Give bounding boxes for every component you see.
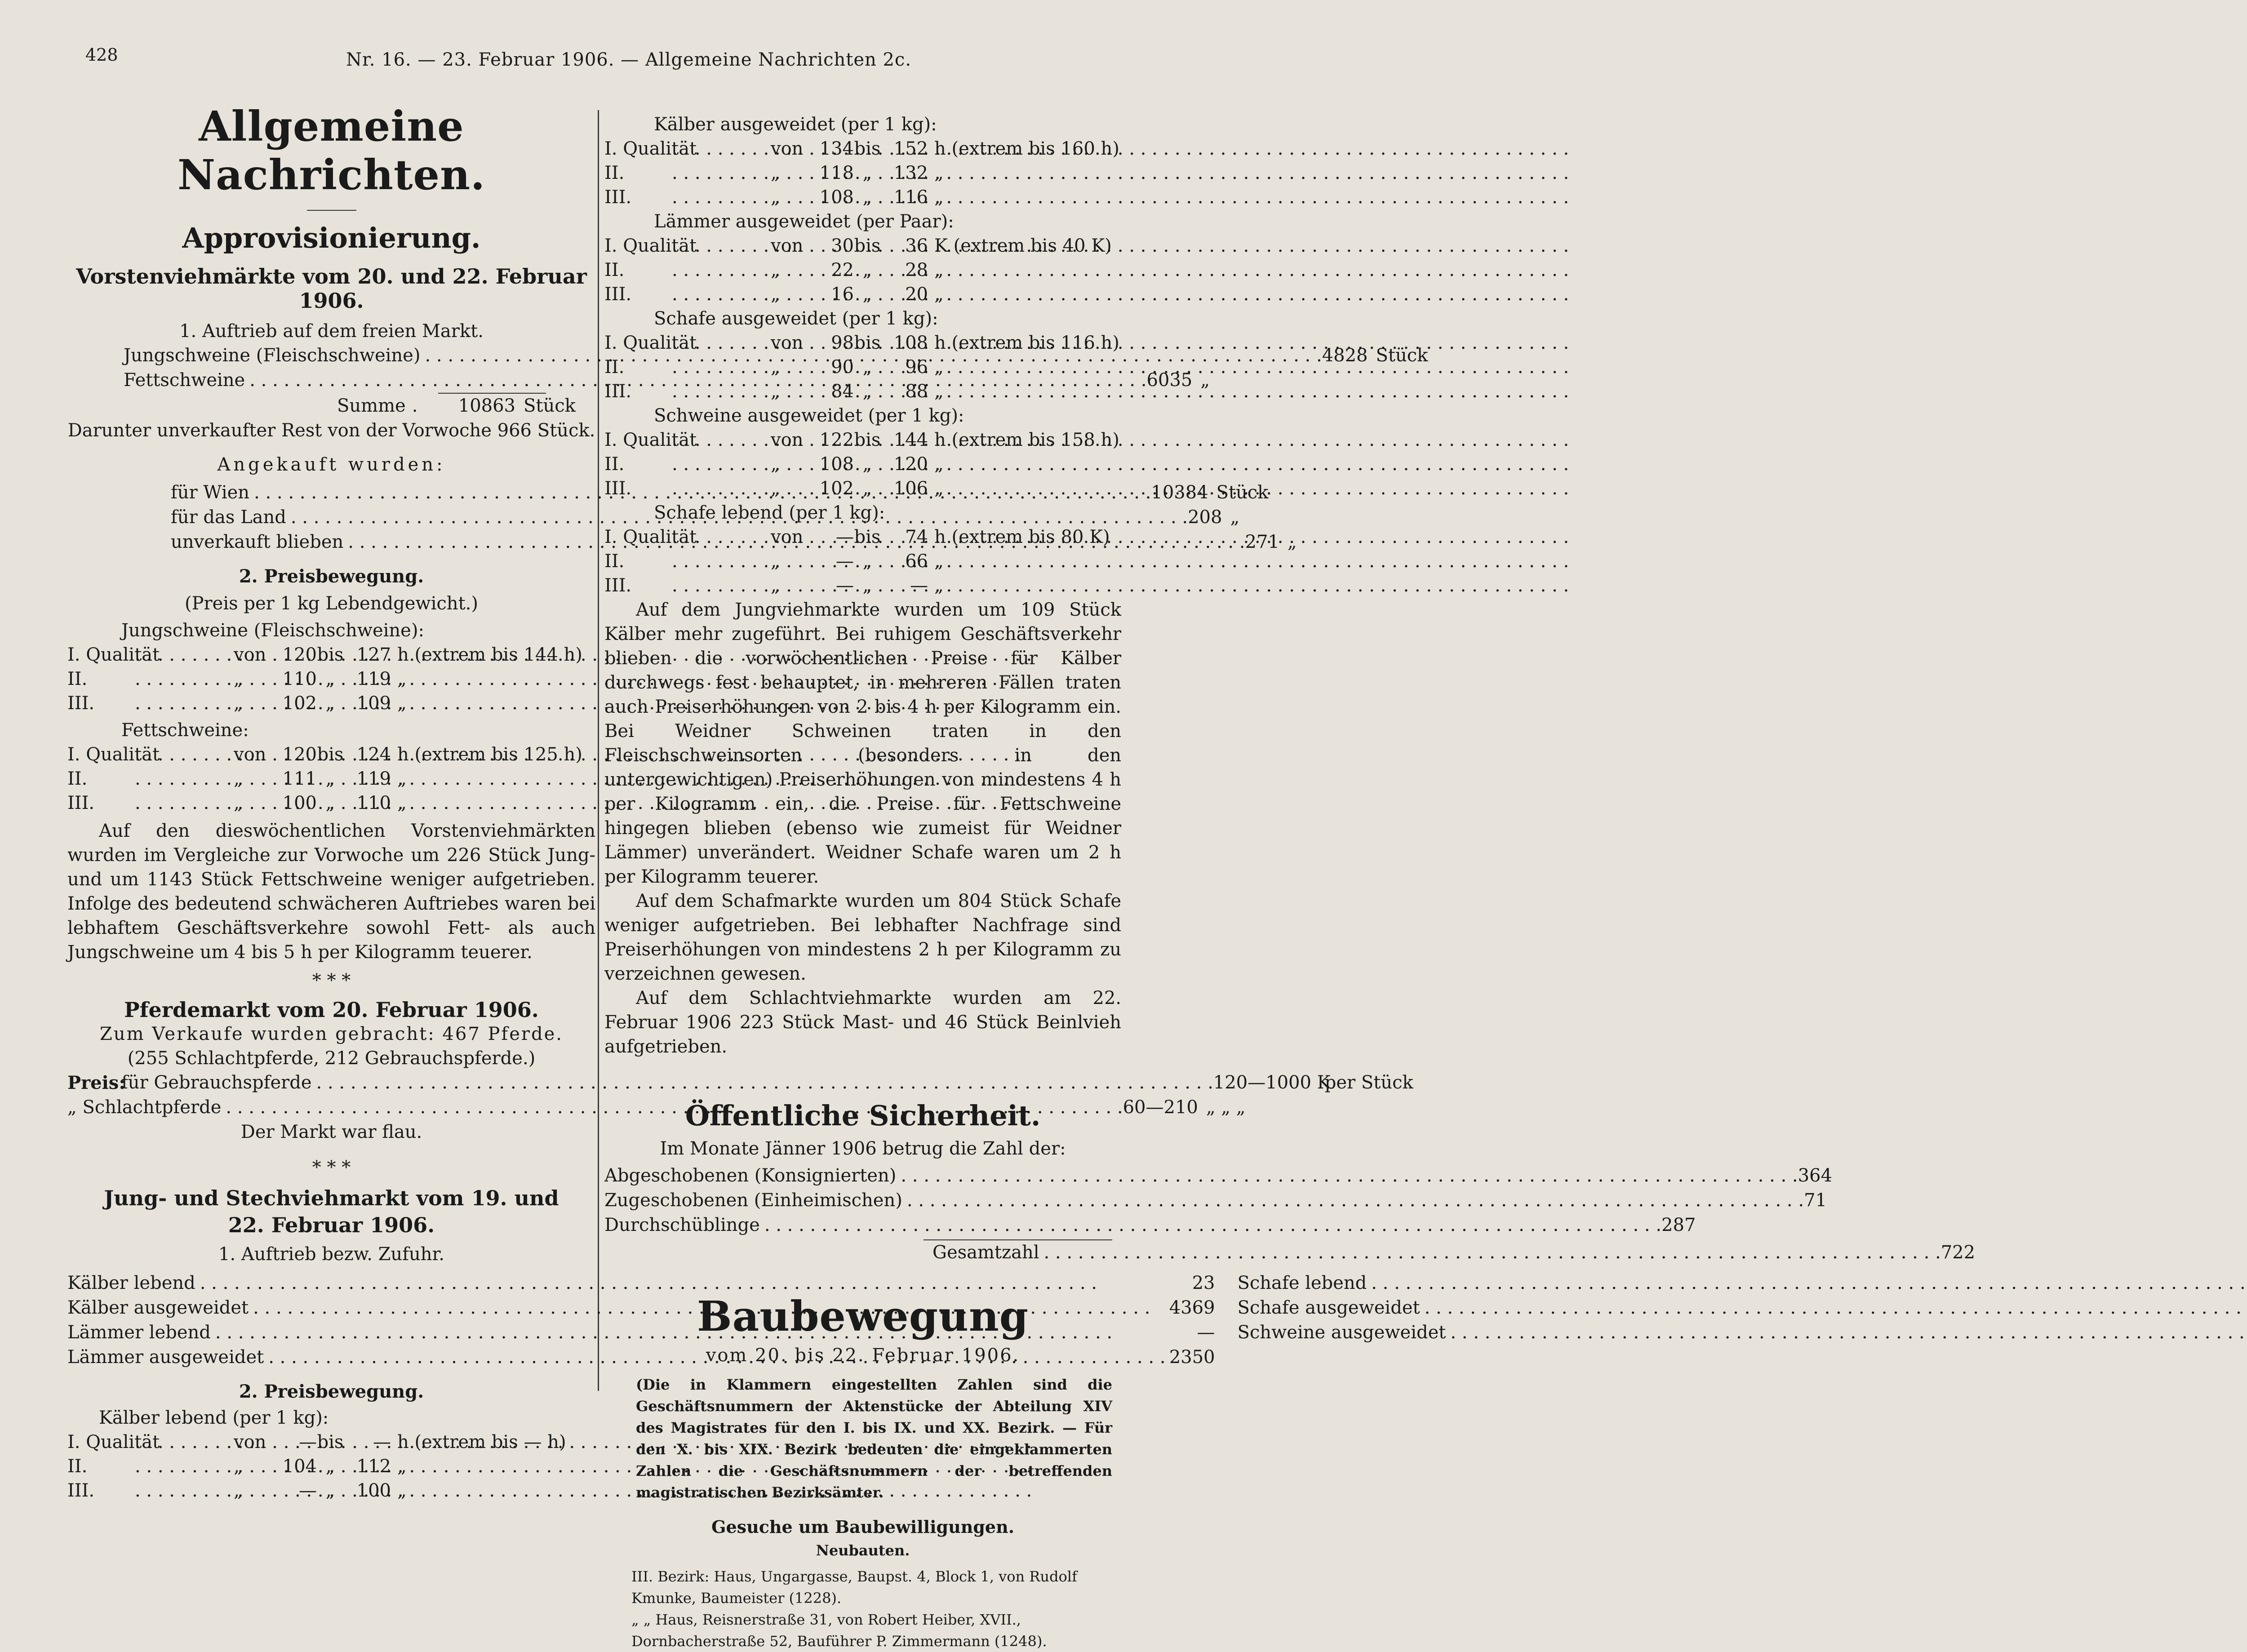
price-low: 134 (819, 138, 854, 159)
von: von (234, 744, 266, 765)
bis: „ (325, 1456, 335, 1477)
angekauft-title: Angekauft wurden: (217, 454, 446, 475)
quality: I. Qualität (604, 430, 697, 450)
preis-label: Preis: (67, 1072, 126, 1093)
stech-title: Jung- und Stechviehmarkt vom 19. und 22. Februar 1906. (104, 1186, 559, 1237)
price-row (604, 137, 1121, 161)
price-tail: h (extrem bis 116 h) (934, 333, 1119, 353)
von: „ (771, 163, 780, 183)
main-title: Allgemeine Nachrichten. (178, 102, 485, 199)
price-low: 102 (282, 693, 317, 714)
bis: „ (862, 381, 872, 402)
bis: „ (862, 163, 872, 183)
fett-title: Fettschweine: (121, 720, 249, 741)
bau-note: (Die in Klammern eingestellten Zahlen sind die Geschäftsnummern der Aktenstücke der Abteilung XIV des Magistrates für den I. bis IX. und XX. Bezirk. — Für den X. bis XIX. Bezirk bedeuten die eingeklammerten Zahlen die Geschäftsnummern der betreffenden magistratischen Bezirksämter. (636, 1376, 1112, 1501)
price-tail: „ (934, 357, 944, 377)
price-high: 119 (356, 768, 391, 789)
list-item: III. Bezirk: Haus, Ungargasse, Baupst. 4, Block 1, von Rudolf Kmunke, Baumeister (1228). (631, 1568, 1077, 1607)
price-high: 119 (356, 669, 391, 689)
price-low: 108 (819, 454, 854, 475)
bis: bis (317, 644, 344, 665)
item-label: Schafe lebend (1237, 1273, 1367, 1293)
item-unit: Stück (1216, 482, 1269, 503)
bis: bis (854, 527, 881, 547)
price-high: 108 (893, 333, 928, 353)
price-high: 124 (356, 744, 391, 765)
vorsten-title: Vorstenviehmärkte vom 20. und 22. Februar 1906. (76, 264, 587, 313)
quality: II. (67, 669, 88, 689)
vorsten-sub2: 2. Preisbewegung. (239, 566, 424, 587)
section-title-approvisionierung: Approvisionierung. (182, 222, 481, 254)
quality: II. (67, 768, 88, 789)
item-label: Abgeschobenen (Konsignierten) (604, 1165, 897, 1186)
list-item (604, 1213, 1696, 1238)
price-tail: h (extrem bis 160 h) (934, 138, 1119, 159)
vorsten-paragraph: Auf den dieswöchentlichen Vorstenviehmärkten wurden im Vergleiche zur Vorwoche um 226 Stück Jung- und um 1143 Stück Fettschweine weniger aufgetrieben. Infolge des bedeutend schwächeren Auftriebes waren bei lebhaftem Geschäftsverkehre sowohl Fett- als auch Jungschweine um 4 bis 5 h per Kilogramm teuerer. (67, 821, 595, 963)
stech-sub2: 2. Preisbewegung. (239, 1381, 424, 1402)
price-row (67, 742, 595, 767)
price-low: 120 (282, 644, 317, 665)
stech-paragraph-3: Auf dem Schlachtviehmarkte wurden am 22. Februar 1906 223 Stück Mast- und 46 Stück Beinlvieh aufgetrieben. (604, 988, 1121, 1057)
price-low: — (299, 1432, 317, 1452)
preis-note: (Preis per 1 kg Lebendgewicht.) (185, 593, 478, 614)
item-value: 4369 (1169, 1297, 1215, 1318)
item-unit: per Stück (1324, 1072, 1413, 1093)
item-label: Jungschweine (Fleischschweine) (124, 345, 421, 366)
vorsten-sub1: 1. Auftrieb auf dem freien Markt. (179, 321, 484, 342)
price-row (604, 573, 1121, 598)
quality: III. (604, 575, 632, 596)
bis: bis (854, 235, 881, 256)
bis: bis (854, 138, 881, 159)
price-row (604, 452, 1121, 476)
von: von (771, 430, 804, 450)
price-tail: h (extrem bis 80 K) (934, 527, 1110, 547)
price-tail: „ (397, 793, 407, 813)
item-value: 4828 (1322, 345, 1368, 366)
pferde-line1: Zum Verkaufe wurden gebracht: 467 Pferde. (100, 1024, 563, 1044)
price-low: — (836, 575, 854, 596)
item-value: — (1197, 1322, 1215, 1343)
bis: „ (862, 187, 872, 208)
item-value: 2350 (1169, 1347, 1215, 1368)
item-value: 208 (1188, 507, 1222, 528)
price-tail: „ (934, 163, 944, 183)
group-title: Schweine ausgeweidet (per 1 kg): (654, 405, 964, 426)
price-tail: „ (934, 551, 944, 572)
von: „ (234, 669, 243, 689)
sicherheit-list (604, 1164, 1976, 1265)
price-high: 88 (905, 381, 928, 402)
price-table-laemmer (604, 234, 1121, 306)
quality: I. Qualität (604, 527, 697, 547)
item-label: Kälber ausgeweidet (67, 1297, 249, 1318)
von: „ (771, 454, 780, 475)
item-value: 10384 (1151, 482, 1208, 503)
price-high: 109 (356, 693, 391, 714)
price-low: 120 (282, 744, 317, 765)
bis: „ (325, 793, 335, 813)
quality: II. (604, 260, 625, 280)
item-label: Schafe ausgeweidet (1237, 1297, 1420, 1318)
quality: II. (67, 1456, 88, 1477)
section-stars: * * * (312, 970, 351, 991)
quality: III. (67, 1480, 95, 1501)
price-row (604, 234, 1121, 258)
total-value: 722 (1941, 1242, 1976, 1263)
price-row (604, 525, 1121, 549)
price-tail: „ (397, 1480, 407, 1501)
von: „ (771, 357, 780, 377)
price-high: 152 (893, 138, 928, 159)
bis: „ (862, 551, 872, 572)
bis: bis (317, 744, 344, 765)
list-item (604, 1164, 1832, 1188)
group-title: Lämmer ausgeweidet (per Paar): (654, 211, 954, 232)
von: „ (771, 260, 780, 280)
stech-sub1: 1. Auftrieb bezw. Zufuhr. (218, 1244, 444, 1265)
quality: III. (604, 284, 632, 305)
quality: II. (604, 551, 625, 572)
price-row (67, 791, 595, 815)
price-high: 110 (356, 793, 391, 813)
von: „ (234, 693, 243, 714)
price-row (604, 355, 1121, 379)
quality: III. (604, 187, 632, 208)
jung-title: Jungschweine (Fleischschweine): (121, 620, 424, 641)
item-value: 287 (1661, 1215, 1696, 1235)
price-high: 112 (356, 1456, 391, 1477)
price-row (604, 549, 1121, 573)
zufuhr-right (1237, 1271, 2247, 1370)
list-item (1237, 1271, 2247, 1296)
von: „ (771, 551, 780, 572)
group-title: Kälber lebend (per 1 kg): (99, 1408, 329, 1428)
von: „ (771, 284, 780, 305)
von: „ (771, 187, 780, 208)
price-tail: h (extrem bis — h) (397, 1432, 566, 1452)
stech-paragraph-2: Auf dem Schafmarkte wurden um 804 Stück Schafe weniger aufgetrieben. Bei lebhafter Nachfrage sind Preiserhöhungen von mindestens 2 h per Kilogramm zu verzeichnen gewesen. (604, 891, 1121, 984)
price-low: — (836, 551, 854, 572)
quality: II. (604, 163, 625, 183)
item-label: für Gebrauchspferde (121, 1072, 312, 1093)
item-label: Schweine ausgeweidet (1237, 1322, 1446, 1343)
price-tail: „ (397, 693, 407, 714)
price-low: 98 (831, 333, 854, 353)
list-item (1237, 1320, 2247, 1345)
price-high: — (373, 1432, 391, 1452)
price-high: 96 (905, 357, 928, 377)
price-table-kaelber-ausgeweidet (604, 137, 1121, 209)
bis: „ (862, 357, 872, 377)
price-high: 100 (356, 1480, 391, 1501)
price-tail: „ (397, 1456, 407, 1477)
quality: I. Qualität (604, 333, 697, 353)
item-unit: „ (1230, 507, 1240, 528)
von: von (234, 1432, 266, 1452)
item-label: für Wien (171, 482, 250, 503)
price-high: 66 (905, 551, 928, 572)
rest-text: Darunter unverkaufter Rest von der Vorwoche 966 Stück. (67, 420, 595, 441)
price-tail: „ (934, 260, 944, 280)
item-label: Durchschüblinge (604, 1215, 760, 1235)
bau-subtitle: vom 20. bis 22. Februar 1906. (706, 1345, 1020, 1366)
item-unit: Stück (1376, 345, 1428, 366)
list-item: „ „ Haus, Reisnerstraße 31, von Robert Heiber, XVII., Dornbacherstraße 52, Bauführer P. Zimmermann (1248). (631, 1611, 1047, 1650)
page-number: 428 (85, 45, 118, 65)
quality: III. (604, 381, 632, 402)
price-row (604, 258, 1121, 282)
price-tail: h (extrem bis 158 h) (934, 430, 1119, 450)
section-stars: * * * (312, 1157, 351, 1178)
bau-neubauten: Neubauten. (816, 1542, 910, 1559)
quality: I. Qualität (67, 1432, 160, 1452)
item-value: 271 (1245, 532, 1279, 552)
pferde-line2: (255 Schlachtpferde, 212 Gebrauchspferde.) (127, 1048, 536, 1069)
quality: II. (604, 357, 625, 377)
price-high: 127 (356, 644, 391, 665)
item-label: für das Land (171, 507, 286, 528)
pferde-title: Pferdemarkt vom 20. Februar 1906. (124, 998, 539, 1022)
item-value: 23 (1192, 1273, 1215, 1293)
price-row (67, 1454, 595, 1479)
sicherheit-intro: Im Monate Jänner 1906 betrug die Zahl der: (660, 1138, 1066, 1159)
price-table-schweine-ausgeweidet (604, 428, 1121, 501)
pferde-flau: Der Markt war flau. (240, 1122, 422, 1142)
bau-title: Baubewegung (697, 1292, 1029, 1341)
bis: „ (862, 575, 872, 596)
list-item (604, 1188, 1827, 1213)
group-title: Kälber ausgeweidet (per 1 kg): (654, 114, 937, 135)
price-low: 108 (819, 187, 854, 208)
price-low: 110 (282, 669, 317, 689)
price-high: 116 (893, 187, 928, 208)
item-value: 60—210 (1123, 1097, 1198, 1118)
bis: bis (854, 333, 881, 353)
item-unit: „ (1200, 370, 1210, 391)
sicherheit-title: Öffentliche Sicherheit. (685, 1099, 1041, 1132)
price-tail: K (extrem bis 40 K) (934, 235, 1112, 256)
item-label: Lämmer lebend (67, 1322, 211, 1343)
item-label: „ Schlachtpferde (67, 1097, 222, 1118)
running-title: Nr. 16. — 23. Februar 1906. — Allgemeine Nachrichten 2c. (346, 49, 912, 70)
price-row (604, 161, 1121, 185)
quality: III. (67, 693, 95, 714)
bau-gesuche: Gesuche um Baubewilligungen. (711, 1517, 1014, 1537)
item-value: 120—1000 K (1213, 1072, 1331, 1093)
quality: I. Qualität (67, 744, 160, 765)
item-label: Zugeschobenen (Einheimischen) (604, 1190, 902, 1211)
price-low: 16 (831, 284, 854, 305)
price-high: 106 (893, 478, 928, 499)
von: von (771, 527, 804, 547)
price-low: 84 (831, 381, 854, 402)
price-high: 144 (893, 430, 928, 450)
price-low: 30 (831, 235, 854, 256)
price-row (67, 1479, 595, 1503)
price-row (67, 691, 595, 715)
list-item (1237, 1296, 2247, 1320)
bis: bis (317, 1432, 344, 1452)
price-low: 22 (831, 260, 854, 280)
von: von (771, 138, 804, 159)
item-value: 364 (1798, 1165, 1832, 1186)
item-value: 71 (1804, 1190, 1827, 1211)
bis: „ (862, 284, 872, 305)
price-row (67, 767, 595, 791)
price-table-jung (67, 643, 595, 715)
price-row (67, 667, 595, 691)
item-unit: „ (1287, 532, 1297, 552)
bis: „ (325, 669, 335, 689)
item-label: Fettschweine (124, 370, 245, 391)
von: „ (234, 1480, 243, 1501)
price-tail: „ (934, 284, 944, 305)
price-tail: „ (934, 478, 944, 499)
price-tail: „ (934, 381, 944, 402)
price-low: 104 (282, 1456, 317, 1477)
quality: I. Qualität (604, 235, 697, 256)
quality: I. Qualität (604, 138, 697, 159)
von: „ (771, 381, 780, 402)
von: „ (234, 768, 243, 789)
list-item (67, 1070, 1413, 1095)
price-row (604, 476, 1121, 501)
bis: „ (325, 1480, 335, 1501)
quality: I. Qualität (67, 644, 160, 665)
bau-entries (604, 1566, 1121, 1652)
summe-row: Summe . 10863 Stück (67, 394, 595, 418)
price-tail: h (extrem bis 125 h) (397, 744, 582, 765)
price-table-kaelber-lebend (67, 1430, 595, 1503)
group-title: Schafe ausgeweidet (per 1 kg): (654, 308, 938, 329)
total-row (604, 1240, 1976, 1265)
price-row (604, 428, 1121, 452)
item-value: 6035 (1146, 370, 1193, 391)
price-row (604, 331, 1121, 355)
von: von (771, 333, 804, 353)
price-row (67, 643, 595, 667)
price-high: 28 (905, 260, 928, 280)
price-high: 132 (893, 163, 928, 183)
bis: „ (862, 260, 872, 280)
price-row (604, 282, 1121, 306)
price-row (604, 185, 1121, 209)
bis: „ (862, 454, 872, 475)
price-high: 120 (893, 454, 928, 475)
bis: „ (862, 478, 872, 499)
price-tail: „ (934, 575, 944, 596)
bis: „ (325, 693, 335, 714)
group-title: Schafe lebend (per 1 kg): (654, 502, 885, 523)
von: von (771, 235, 804, 256)
price-high: 74 (905, 527, 928, 547)
price-table-schafe-lebend (604, 525, 1121, 598)
von: „ (234, 793, 243, 813)
item-label: unverkauft blieben (171, 532, 344, 552)
price-low: 100 (282, 793, 317, 813)
price-low: 111 (282, 768, 317, 789)
item-label: Lämmer ausgeweidet (67, 1347, 264, 1368)
quality: II. (604, 454, 625, 475)
von: „ (771, 575, 780, 596)
stech-paragraph-1: Auf dem Jungviehmarkte wurden um 109 Stück Kälber mehr zugeführt. Bei ruhigem Geschäftsverkehr blieben die vorwöchentlichen Preise für Kälber durchwegs fest behauptet, in mehreren Fällen traten auch Preiserhöhungen von 2 bis 4 h per Kilogramm ein. Bei Weidner Schweinen traten in den Fleischschweinsorten (besonders in den untergewichtigen) Preiserhöhungen von mindestens 4 h per Kilogramm ein, die Preise für Fettschweine hingegen blieben (ebenso wie zumeist für Weidner Lämmer) unverändert. Weidner Schafe waren um 2 h per Kilogramm teuerer. (604, 600, 1121, 887)
von: von (234, 644, 266, 665)
item-unit: „ „ „ (1206, 1097, 1246, 1118)
item-label: Kälber lebend (67, 1273, 195, 1293)
von: „ (771, 478, 780, 499)
price-tail: „ (397, 768, 407, 789)
quality: III. (67, 793, 95, 813)
price-low: 122 (819, 430, 854, 450)
quality: III. (604, 478, 632, 499)
title-rule (307, 210, 356, 211)
price-table-schafe-ausgeweidet (604, 331, 1121, 404)
summe-unit: Stück (524, 395, 576, 416)
price-tail: „ (934, 187, 944, 208)
price-tail: h (extrem bis 144 h) (397, 644, 582, 665)
price-row (67, 1430, 595, 1454)
price-high: 20 (905, 284, 928, 305)
price-low: 90 (831, 357, 854, 377)
price-high: 36 (905, 235, 928, 256)
price-low: 102 (819, 478, 854, 499)
price-table-fett (67, 742, 595, 815)
total-label: Gesamtzahl (933, 1242, 1039, 1263)
bis: „ (325, 768, 335, 789)
summe-value: 10863 (458, 395, 515, 416)
price-tail: „ (397, 669, 407, 689)
bis: bis (854, 430, 881, 450)
price-tail: „ (934, 454, 944, 475)
price-row (604, 379, 1121, 404)
summe-label: Summe (337, 395, 406, 416)
price-low: — (836, 527, 854, 547)
price-low: 118 (819, 163, 854, 183)
price-low: — (299, 1480, 317, 1501)
price-high: — (910, 575, 928, 596)
von: „ (234, 1456, 243, 1477)
